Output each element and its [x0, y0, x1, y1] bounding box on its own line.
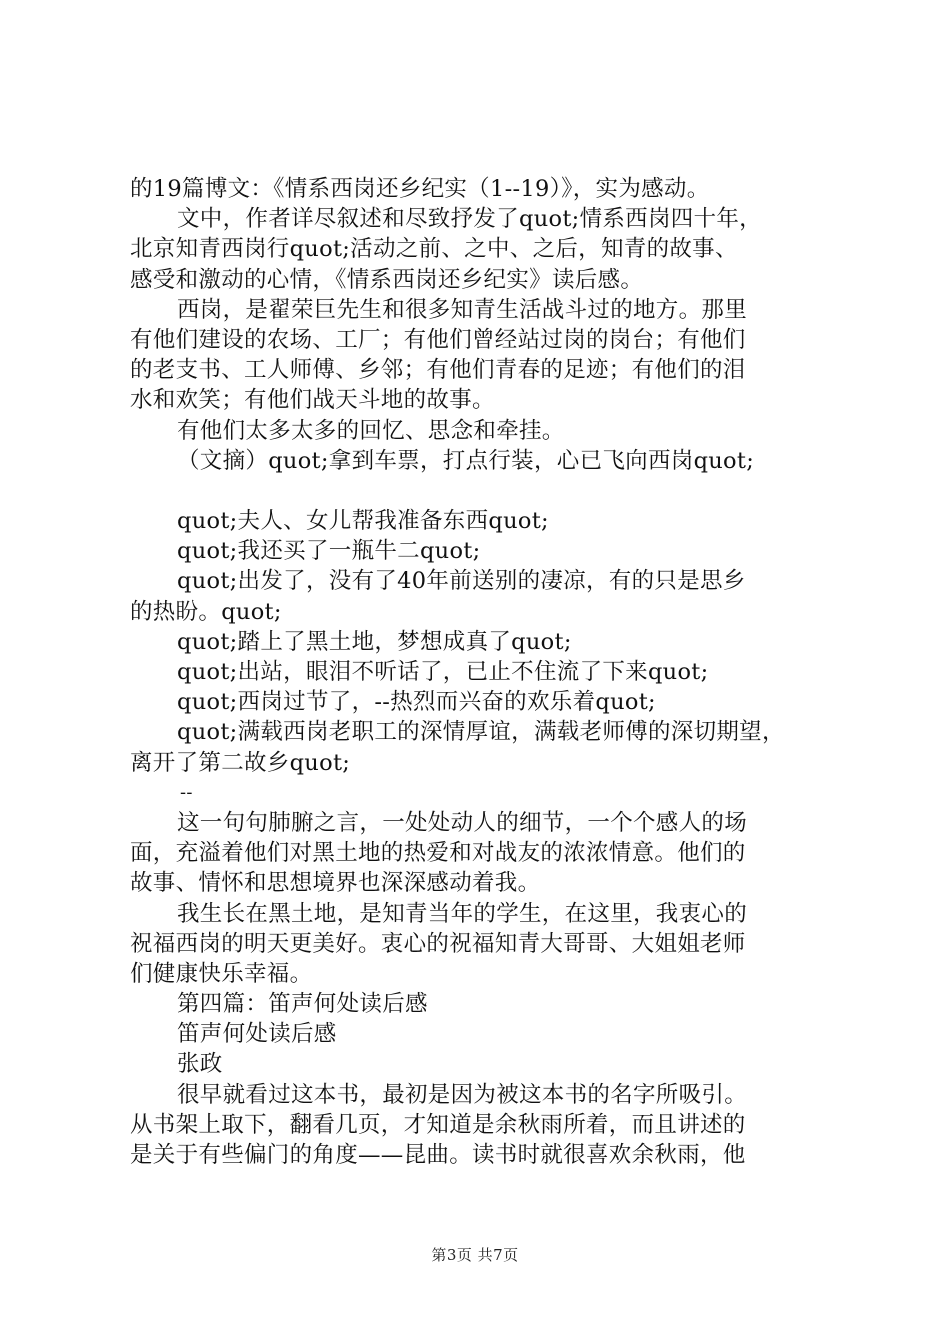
- text-line: 面，充溢着他们对黑土地的热爱和对战友的浓浓情意。他们的: [130, 840, 746, 867]
- page-footer: 第3页 共7页: [431, 1246, 519, 1264]
- text-line: 的热盼。quot;: [130, 598, 282, 625]
- text-line: 笛声何处读后感: [177, 1021, 337, 1048]
- text-line: --: [180, 781, 193, 803]
- document-body: [130, 174, 830, 1170]
- text-line: quot;夫人、女儿帮我准备东西quot;: [177, 508, 549, 535]
- text-line: quot;出发了，没有了40年前送别的凄凉，有的只是思乡: [177, 568, 746, 595]
- text-line: 这一句句肺腑之言，一处处动人的细节，一个个感人的场: [177, 809, 748, 836]
- text-line: quot;我还买了一瓶牛二quot;: [177, 538, 481, 565]
- text-line: 的老支书、工人师傅、乡邻；有他们青春的足迹；有他们的泪: [130, 357, 746, 384]
- text-line: 们健康快乐幸福。: [130, 960, 313, 987]
- text-line: 离开了第二故乡quot;: [130, 749, 351, 776]
- text-line: quot;出站，眼泪不听话了，已止不住流了下来quot;: [177, 659, 709, 685]
- text-line: 西岗，是翟荣巨先生和很多知青生活战斗过的地方。那里: [177, 296, 748, 323]
- text-line: 有他们太多太多的回忆、思念和牵挂。: [177, 417, 565, 444]
- text-line: 我生长在黑土地，是知青当年的学生，在这里，我衷心的: [177, 900, 748, 927]
- text-line: 故事、情怀和思想境界也深深感动着我。: [130, 870, 541, 897]
- text-line: 有他们建设的农场、工厂；有他们曾经站过岗的岗台；有他们: [130, 326, 746, 353]
- text-line: quot;踏上了黑土地，梦想成真了quot;: [177, 628, 572, 655]
- blank-line: [130, 476, 830, 506]
- text-line: 祝福西岗的明天更美好。衷心的祝福知青大哥哥、大姐姐老师: [130, 930, 746, 957]
- text-line: （文摘）quot;拿到车票，打点行装，心已飞向西岗quot;: [177, 447, 755, 474]
- text-line: 是关于有些偏门的角度——昆曲。读书时就很喜欢余秋雨，他: [130, 1142, 746, 1168]
- text-line: 水和欢笑；有他们战天斗地的故事。: [130, 387, 495, 414]
- text-line: 从书架上取下，翻看几页，才知道是余秋雨所着，而且讲述的: [130, 1111, 746, 1138]
- text-line: 的19篇博文：《情系西岗还乡纪实（1--19）》，实为感动。: [130, 176, 710, 202]
- text-line: 张政: [177, 1051, 223, 1078]
- text-line: 文中，作者详尽叙述和尽致抒发了quot;情系西岗四十年，: [177, 206, 762, 233]
- text-line: 很早就看过这本书，最初是因为被这本书的名字所吸引。: [177, 1081, 748, 1108]
- text-line: quot;西岗过节了，--热烈而兴奋的欢乐着quot;: [177, 689, 656, 716]
- text-line: quot;满载西岗老职工的深情厚谊，满载老师傅的深切期望，: [177, 719, 785, 746]
- text-line: 第四篇：笛声何处读后感: [177, 991, 428, 1018]
- text-line: 北京知青西岗行quot;活动之前、之中、之后，知青的故事、: [130, 236, 738, 263]
- text-line: 感受和激动的心情，《情系西岗还乡纪实》读后感。: [130, 266, 644, 293]
